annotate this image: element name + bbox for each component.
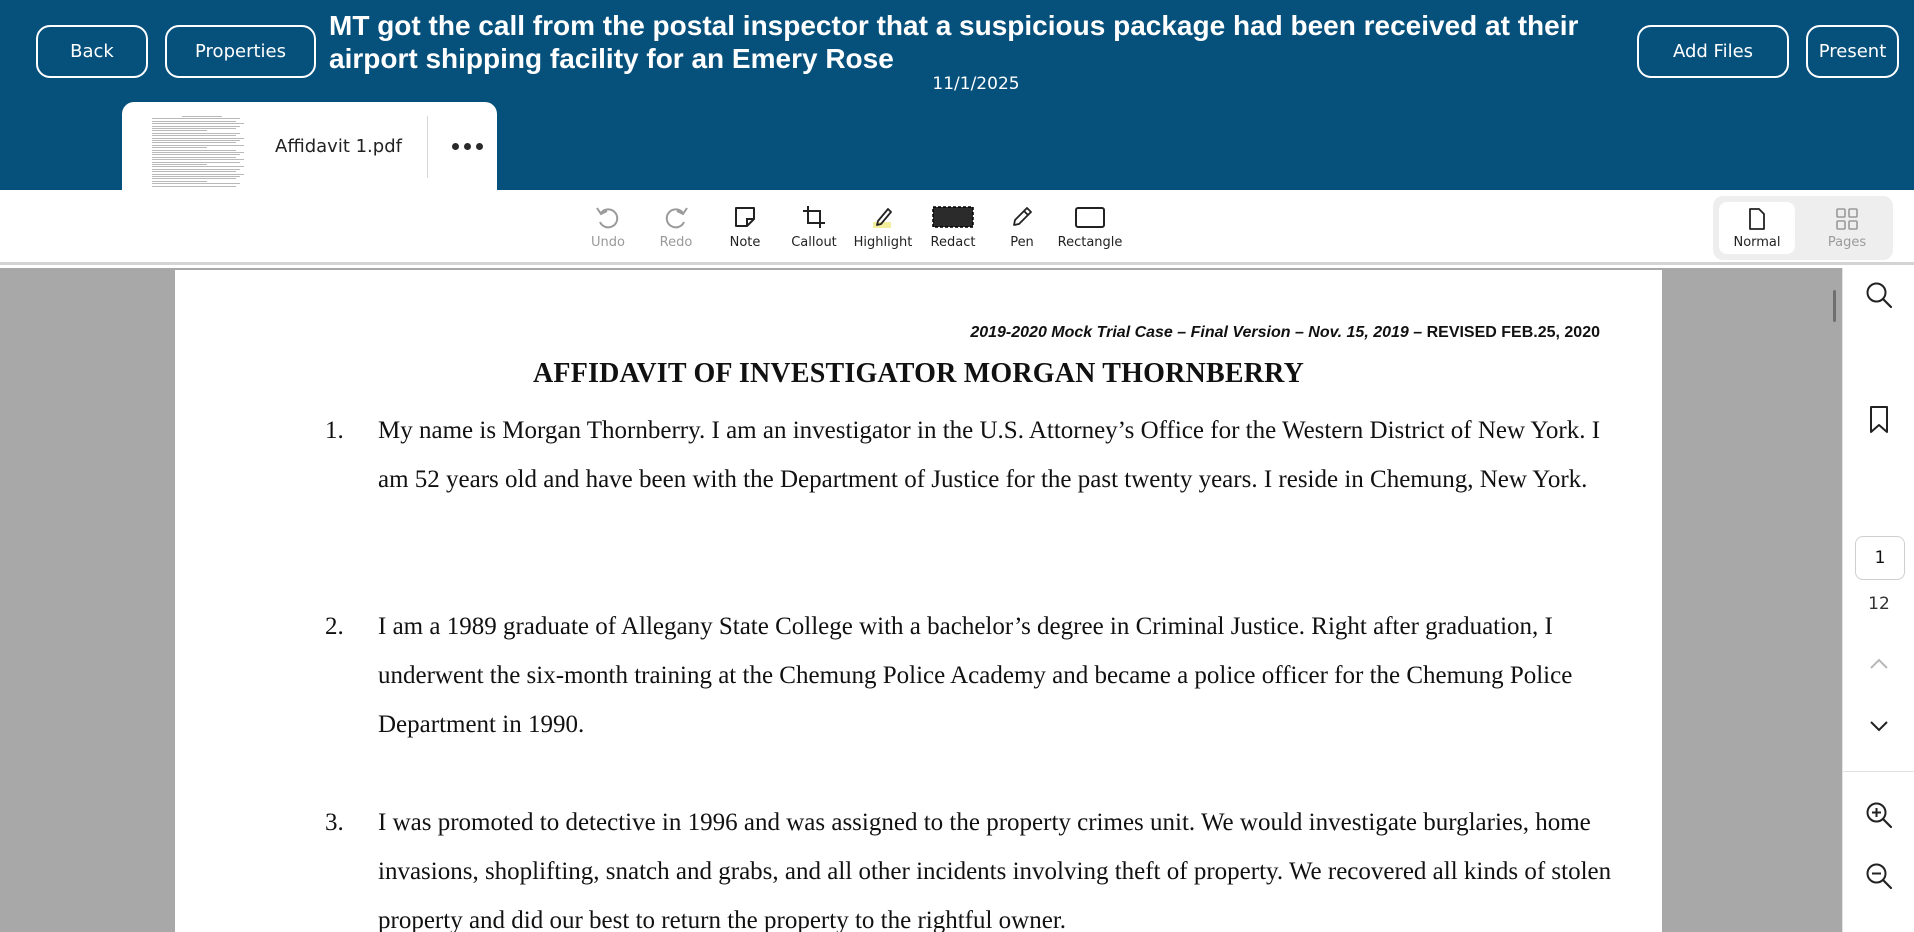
thumbnail-text-line: [152, 140, 240, 141]
thumbnail-text-line: [152, 154, 240, 155]
pen-label: Pen: [1010, 235, 1034, 250]
more-dot-icon: [452, 143, 459, 150]
thumbnail-text-line: [152, 126, 240, 127]
rectangle-label: Rectangle: [1057, 235, 1123, 250]
thumbnail-text-line: [152, 150, 236, 151]
paragraph-text: My name is Morgan Thornberry. I am an investigator in the U.S. Attorney’s Office for the Western District of New York. I am 52 years old and have been with the Department of Justice for the past twenty years. I reside in Chemung, New York.: [378, 417, 1601, 493]
add-files-button[interactable]: Add Files: [1637, 25, 1789, 78]
note-icon: [732, 202, 758, 232]
zoom-out-button[interactable]: [1863, 860, 1895, 892]
file-tab-divider: [427, 116, 428, 178]
side-panel-divider: [1843, 771, 1914, 772]
properties-button[interactable]: Properties: [165, 25, 316, 78]
undo-label: Undo: [591, 235, 625, 250]
thumbnail-text-line: [152, 183, 240, 184]
redo-icon: [662, 202, 690, 232]
chevron-down-icon: [1867, 714, 1891, 738]
bookmark-icon: [1867, 405, 1891, 435]
thumbnail-text-line: [152, 166, 244, 167]
thumbnail-text-line: [152, 157, 236, 158]
redact-label: Redact: [930, 235, 976, 250]
redact-button[interactable]: [928, 202, 978, 258]
thumbnail-text-line: [152, 128, 236, 129]
thumbnail-text-line: [152, 130, 207, 131]
current-page-input[interactable]: 1: [1855, 536, 1905, 580]
file-tab[interactable]: [122, 102, 497, 190]
thumbnail-text-line: [152, 123, 244, 124]
paragraph-number: 1.: [325, 417, 344, 444]
bookmark-button[interactable]: [1863, 404, 1895, 436]
file-name: Affidavit 1.pdf: [275, 136, 402, 157]
paragraph-text: I was promoted to detective in 1996 and was assigned to the property crimes unit. We would investigate burglaries, home invasions, shoplifting, snatch and grabs, and all other incidents involving theft of property. We recovered all kinds of stolen property and did our best to return the property to the rightful owner.: [378, 809, 1612, 932]
annotation-toolbar: [0, 190, 1914, 265]
total-pages: 12: [1868, 594, 1890, 614]
document-date: 11/1/2025: [932, 74, 1020, 94]
thumbnail-text-line: [152, 176, 240, 177]
redo-label: Redo: [659, 235, 693, 250]
paragraph-number: 3.: [325, 809, 344, 836]
paragraph-number: 2.: [325, 613, 344, 640]
present-button[interactable]: Present: [1806, 25, 1899, 78]
zoom-out-icon: [1864, 861, 1894, 891]
pdf-page: [175, 270, 1662, 932]
thumbnail-text-line: [152, 186, 236, 187]
thumbnail-text-line: [152, 181, 207, 182]
rectangle-button[interactable]: [1058, 202, 1122, 258]
redact-icon: [932, 202, 974, 232]
chevron-up-icon: [1867, 652, 1891, 676]
view-pages-label: Pages: [1827, 234, 1867, 250]
affidavit-title: AFFIDAVIT OF INVESTIGATOR MORGAN THORNBERRY: [533, 358, 1304, 389]
thumbnail-text-line: [152, 152, 244, 153]
more-dot-icon: [464, 143, 471, 150]
view-mode-toggle: [1713, 196, 1893, 260]
rectangle-icon: [1074, 202, 1106, 232]
thumbnail-text-line: [152, 162, 240, 163]
highlight-label: Highlight: [853, 235, 913, 250]
search-icon: [1864, 280, 1894, 310]
thumbnail-text-line: [182, 116, 222, 117]
callout-label: Callout: [791, 235, 837, 250]
grid-pages-icon: [1835, 207, 1859, 231]
more-options-button[interactable]: [442, 124, 492, 168]
zoom-in-button[interactable]: [1863, 799, 1895, 831]
undo-button[interactable]: [588, 202, 628, 258]
pen-button[interactable]: [1002, 202, 1042, 258]
search-button[interactable]: [1863, 279, 1895, 311]
vertical-scrollbar-thumb[interactable]: [1833, 290, 1836, 322]
page-running-header: [970, 324, 1600, 342]
page-header-revised: REVISED FEB.25, 2020: [1422, 324, 1600, 341]
thumbnail-text-line: [152, 159, 244, 160]
thumbnail-text-line: [152, 142, 236, 143]
paragraph-text: I am a 1989 graduate of Allegany State College with a bachelor’s degree in Criminal Justice. Right after graduation, I underwent the six-month training at the Chemung Police Academy and became a police officer for the Chemung Police Department in 1990.: [378, 613, 1573, 738]
undo-icon: [594, 202, 622, 232]
more-dot-icon: [476, 143, 483, 150]
note-button[interactable]: [725, 202, 765, 258]
note-label: Note: [729, 235, 761, 250]
view-normal-label: Normal: [1733, 234, 1781, 250]
pen-icon: [1009, 202, 1035, 232]
previous-page-button[interactable]: [1863, 648, 1895, 680]
back-button[interactable]: Back: [36, 25, 148, 78]
thumbnail-text-line: [152, 171, 236, 172]
redo-button[interactable]: [656, 202, 696, 258]
document-viewer[interactable]: [0, 268, 1842, 932]
page-header-case: 2019-2020 Mock Trial Case – Final Version – Nov. 15, 2019 –: [970, 324, 1423, 341]
side-panel: [1842, 268, 1914, 932]
callout-button[interactable]: [788, 202, 840, 258]
zoom-in-icon: [1864, 800, 1894, 830]
next-page-button[interactable]: [1863, 710, 1895, 742]
thumbnail-text-line: [152, 133, 240, 134]
thumbnail-text-line: [152, 118, 240, 119]
highlighter-icon: [870, 202, 896, 232]
app-header: [0, 0, 1914, 190]
thumbnail-text-line: [152, 164, 207, 165]
thumbnail-text-line: [152, 121, 236, 122]
thumbnail-text-line: [152, 145, 244, 146]
thumbnail-text-line: [152, 138, 244, 139]
thumbnail-text-line: [152, 135, 236, 136]
highlight-button[interactable]: [852, 202, 914, 258]
view-normal-button[interactable]: [1719, 202, 1795, 254]
file-thumbnail: [152, 112, 252, 188]
crop-callout-icon: [801, 202, 827, 232]
page-title: MT got the call from the postal inspector that a suspicious package had been received at their airport shipping facility for an Emery Rose: [329, 10, 1579, 74]
thumbnail-text-line: [152, 174, 244, 175]
thumbnail-text-line: [152, 169, 240, 170]
thumbnail-text-line: [152, 147, 207, 148]
thumbnail-text-line: [152, 178, 236, 179]
view-pages-button[interactable]: [1809, 202, 1885, 254]
single-page-icon: [1747, 207, 1767, 231]
